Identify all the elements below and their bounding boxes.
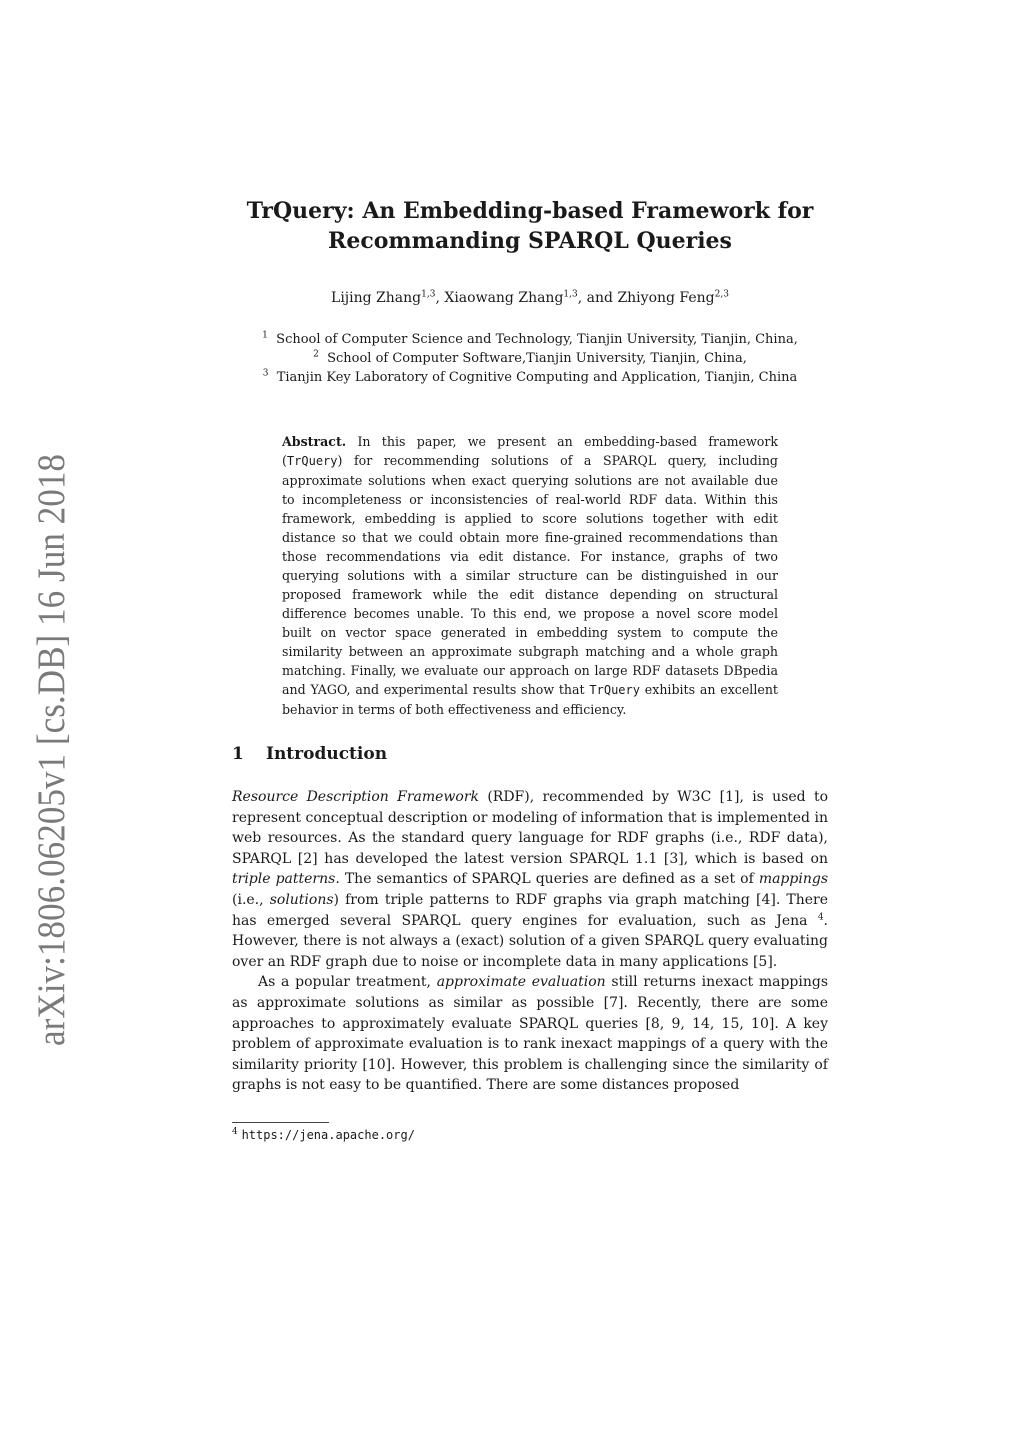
arxiv-stamp-text: arXiv:1806.06205v1 [cs.DB] 16 Jun 2018 — [30, 450, 73, 1046]
section-number: 1 — [232, 744, 244, 764]
title-line-2: Recommanding SPARQL Queries — [328, 228, 732, 254]
footnote-number: 4 — [232, 1127, 238, 1137]
author-name: Lijing Zhang — [331, 290, 422, 306]
emphasis: approximate evaluation — [436, 974, 606, 991]
section-title: Introduction — [266, 744, 388, 764]
affiliation-text: Tianjin Key Laboratory of Cognitive Computing and Application, Tianjin, China — [276, 370, 798, 385]
text-run: . The semantics of SPARQL queries are defined as a set of — [335, 871, 759, 888]
affiliation-text: School of Computer Software,Tianjin University, Tianjin, China, — [327, 351, 747, 366]
affiliation-text: School of Computer Science and Technology, Tianjin University, Tianjin, China, — [276, 332, 798, 347]
abstract — [282, 432, 778, 719]
affiliation-item — [232, 330, 828, 349]
footnote-link[interactable]: https://jena.apache.org/ — [241, 1128, 415, 1142]
section-heading — [232, 744, 387, 764]
author-list — [232, 290, 828, 306]
affiliation-list — [232, 330, 828, 387]
paper-title — [232, 196, 828, 256]
arxiv-identifier-stamp — [16, 450, 80, 1050]
text-run: As a popular treatment, — [258, 974, 437, 991]
author-affil-sup: 1,3 — [563, 289, 578, 300]
author-name: Zhiyong Feng — [617, 290, 715, 306]
author-separator: , — [435, 290, 445, 306]
text-run: (i.e., — [232, 891, 270, 908]
affiliation-item — [232, 349, 828, 368]
emphasis: mappings — [758, 871, 828, 888]
author-affil-sup: 1,3 — [421, 289, 436, 300]
footnote-divider — [232, 1122, 329, 1123]
abstract-text: ) for recommending solutions of a SPARQL query, including approximate solutions when exact querying solutions are not available due to incompleteness or inconsistencies of real-world RDF data. Within this framework, embedding is applied to score solutions together with edit distance so that we could obtain more fine-grained recommendations than those recommendations via edit distance. For instance, graphs of two querying solutions with a similar structure can be distinguished in our proposed framework while the edit distance depending on structural difference becomes unable. To this end, we propose a novel score model built on vector space generated in embedding system to compute the similarity between an approximate subgraph matching and a whole graph matching. Finally, we evaluate our approach on large RDF datasets DBpedia and YAGO, and experimental results show that — [282, 453, 778, 697]
affiliation-number: 2 — [313, 349, 319, 360]
abstract-text: exhibits an excellent behavior in terms of both effectiveness and efficiency. — [282, 682, 778, 717]
affiliation-number: 1 — [262, 330, 268, 341]
abstract-text: In this paper, we present an embedding-based framework ( — [282, 434, 778, 468]
footnote-reference[interactable]: 4 — [817, 911, 824, 922]
author-affil-sup: 2,3 — [714, 289, 729, 300]
paragraph — [232, 787, 828, 972]
emphasis: Resource Description Framework — [232, 789, 480, 805]
author-separator: , and — [577, 290, 618, 306]
title-line-1: TrQuery: An Embedding-based Framework for — [246, 198, 814, 224]
abstract-code: TrQuery — [589, 683, 640, 697]
body-text — [232, 787, 828, 1096]
paragraph — [232, 972, 828, 1096]
footnote — [232, 1128, 415, 1142]
abstract-code: TrQuery — [286, 454, 338, 468]
text-run: ) from triple patterns to RDF graphs via graph matching [4]. There has emerged several SPARQL query engines for evaluation, such as Jena — [232, 891, 829, 929]
emphasis: solutions — [269, 891, 334, 908]
affiliation-number: 3 — [262, 368, 269, 379]
text-run: . However, there is not always a (exact) solution of a given SPARQL query evaluating over an RDF graph due to noise or incomplete data in many applications [5]. — [232, 912, 828, 970]
emphasis: triple patterns — [232, 871, 336, 888]
author-name: Xiaowang Zhang — [444, 290, 564, 306]
abstract-label: Abstract. — [282, 434, 347, 449]
text-run: (RDF), recommended by W3C [1], is used to represent conceptual description or modeling of information that is implemented in web resources. As the standard query language for RDF graphs (i.e., RDF data), SPARQL [2] has developed the latest version SPARQL 1.1 [3], which is based on — [232, 789, 828, 867]
text-run: still returns inexact mappings as approximate solutions as similar as possible [7]. Recently, there are some approaches to approximately evaluate SPARQL queries [8, 9, 14, 15, 10]. A key problem of approximate evaluation is to rank inexact mappings of a query with the similarity priority [10]. However, this problem is challenging since the similarity of graphs is not easy to be quantified. There are some distances proposed — [232, 974, 829, 1094]
affiliation-item — [232, 368, 828, 387]
